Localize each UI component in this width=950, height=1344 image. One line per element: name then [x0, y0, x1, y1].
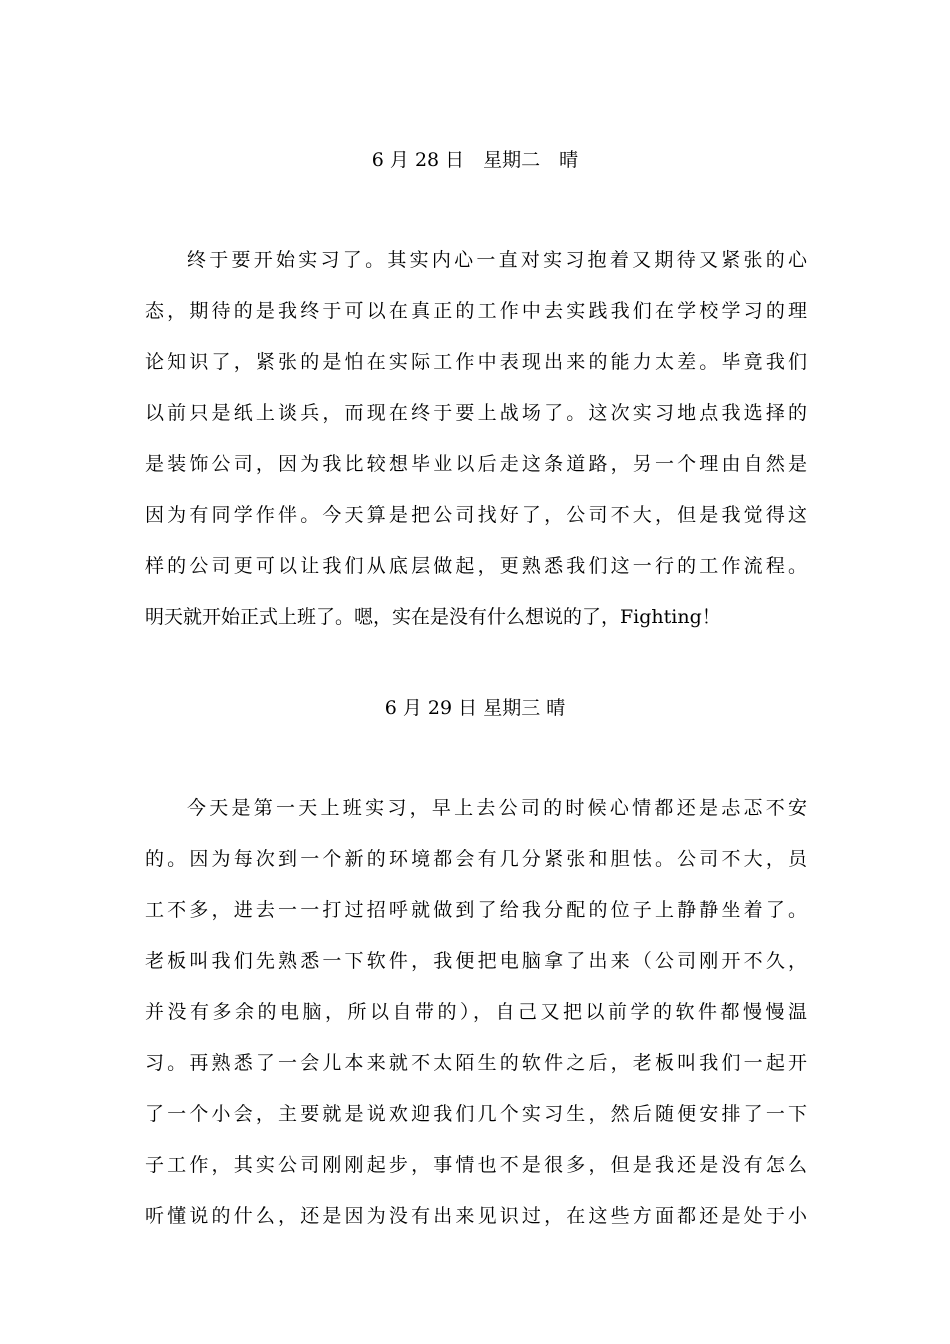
- paragraph-line: 态，期待的是我终于可以在真正的工作中去实践我们在学校学习的理: [145, 300, 807, 322]
- paragraph-line: 明天就开始正式上班了。嗯，实在是没有什么想说的了，Fighting！: [145, 606, 721, 628]
- paragraph-line: 习。再熟悉了一会儿本来就不太陌生的软件之后，老板叫我们一起开: [145, 1052, 807, 1074]
- paragraph-line: 子工作，其实公司刚刚起步，事情也不是很多，但是我还是没有怎么: [145, 1154, 807, 1176]
- paragraph-line: 的。因为每次到一个新的环境都会有几分紧张和胆怯。公司不大，员: [145, 848, 807, 870]
- paragraph-line: 样的公司更可以让我们从底层做起，更熟悉我们这一行的工作流程。: [145, 555, 807, 577]
- entry-paragraph: [145, 794, 807, 1253]
- paragraph-line: 工不多，进去一一打过招呼就做到了给我分配的位子上静静坐着了。: [145, 899, 807, 921]
- paragraph-line: 今天是第一天上班实习，早上去公司的时候心情都还是忐忑不安: [187, 797, 807, 819]
- paragraph-line: 终于要开始实习了。其实内心一直对实习抱着又期待又紧张的心: [187, 249, 807, 271]
- paragraph-line: 并没有多余的电脑，所以自带的），自己又把以前学的软件都慢慢温: [145, 1001, 807, 1023]
- entry-heading: 6 月 29 日 星期三 晴: [384, 697, 566, 719]
- entry-paragraph: [145, 246, 807, 654]
- paragraph-line: 了一个小会，主要就是说欢迎我们几个实习生，然后随便安排了一下: [145, 1103, 807, 1125]
- paragraph-line: 听懂说的什么，还是因为没有出来见识过，在这些方面都还是处于小: [145, 1205, 807, 1227]
- paragraph-line: 以前只是纸上谈兵，而现在终于要上战场了。这次实习地点我选择的: [145, 402, 807, 424]
- entry-heading: 6 月 28 日 星期二 晴: [371, 149, 579, 171]
- paragraph-line: 论知识了，紧张的是怕在实际工作中表现出来的能力太差。毕竟我们: [145, 351, 807, 373]
- paragraph-line: 是装饰公司，因为我比较想毕业以后走这条道路，另一个理由自然是: [145, 453, 807, 475]
- paragraph-line: 老板叫我们先熟悉一下软件，我便把电脑拿了出来（公司刚开不久，: [145, 950, 807, 972]
- paragraph-line: 因为有同学作伴。今天算是把公司找好了，公司不大，但是我觉得这: [145, 504, 807, 526]
